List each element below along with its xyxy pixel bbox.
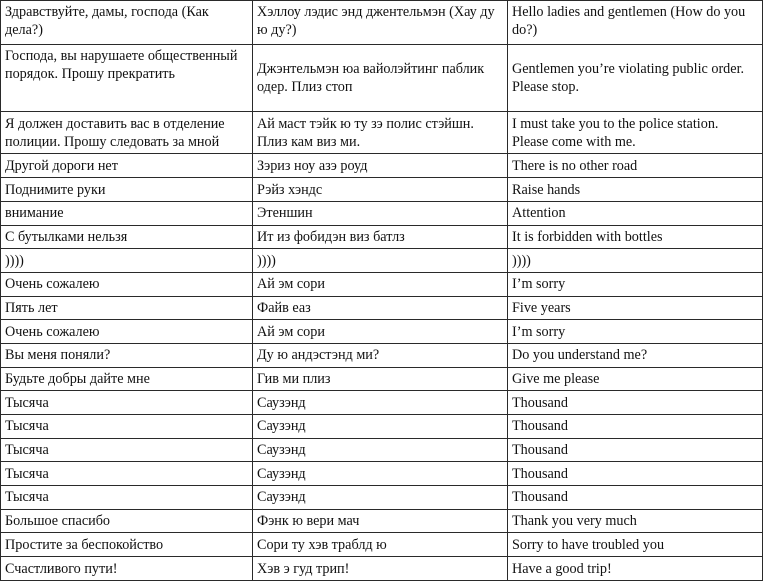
table-row — [1, 112, 763, 154]
russian-cell: Здравствуйте, дамы, господа (Как дела?) — [1, 1, 253, 45]
table-row — [1, 367, 763, 391]
russian-cell: Тысяча — [1, 438, 253, 462]
english-cell: It is forbidden with bottles — [508, 225, 763, 249]
russian-cell: Я должен доставить вас в отделение полиции. Прошу следовать за мной — [1, 112, 253, 154]
transliteration-cell: Ай эм сори — [253, 320, 508, 344]
table-row — [1, 249, 763, 273]
table-row — [1, 343, 763, 367]
transliteration-cell: Зэриз ноу азэ роуд — [253, 154, 508, 178]
table-row — [1, 557, 763, 581]
russian-cell: Тысяча — [1, 486, 253, 510]
english-cell: Hello ladies and gentlemen (How do you do?) — [508, 1, 763, 45]
english-cell: I must take you to the police station. Please come with me. — [508, 112, 763, 154]
table-row — [1, 509, 763, 533]
english-cell: Thousand — [508, 415, 763, 439]
english-cell: I’m sorry — [508, 272, 763, 296]
transliteration-cell: Рэйз хэндс — [253, 178, 508, 202]
russian-cell: Вы меня поняли? — [1, 343, 253, 367]
transliteration-cell: Файв еаз — [253, 296, 508, 320]
transliteration-cell: Хэллоу лэдис энд джентельмэн (Хау ду ю ду?) — [253, 1, 508, 45]
transliteration-cell: Гив ми плиз — [253, 367, 508, 391]
transliteration-cell: Ду ю андэстэнд ми? — [253, 343, 508, 367]
table-row — [1, 154, 763, 178]
russian-cell: Пять лет — [1, 296, 253, 320]
table-row — [1, 45, 763, 112]
table-row — [1, 533, 763, 557]
english-cell: Thousand — [508, 391, 763, 415]
english-cell: Gentlemen you’re violating public order. Please stop. — [508, 45, 763, 112]
english-cell: )))) — [508, 249, 763, 273]
transliteration-cell: Джэнтельмэн юа вайолэйтинг паблик одер. Плиз стоп — [253, 45, 508, 112]
russian-cell: Другой дороги нет — [1, 154, 253, 178]
english-cell: Thank you very much — [508, 509, 763, 533]
russian-cell: )))) — [1, 249, 253, 273]
table-row — [1, 320, 763, 344]
russian-cell: Поднимите руки — [1, 178, 253, 202]
table-row — [1, 272, 763, 296]
transliteration-cell: Хэв э гуд трип! — [253, 557, 508, 581]
transliteration-cell: Этеншин — [253, 201, 508, 225]
table-row — [1, 438, 763, 462]
table-row — [1, 1, 763, 45]
english-cell: Thousand — [508, 486, 763, 510]
table-row — [1, 391, 763, 415]
table-row — [1, 178, 763, 202]
table-row — [1, 415, 763, 439]
russian-cell: Очень сожалею — [1, 272, 253, 296]
transliteration-cell: )))) — [253, 249, 508, 273]
table-row — [1, 225, 763, 249]
russian-cell: Тысяча — [1, 415, 253, 439]
english-cell: There is no other road — [508, 154, 763, 178]
english-cell: Thousand — [508, 438, 763, 462]
transliteration-cell: Саузэнд — [253, 462, 508, 486]
transliteration-cell: Ит из фобидэн виз батлз — [253, 225, 508, 249]
transliteration-cell: Саузэнд — [253, 391, 508, 415]
russian-cell: Будьте добры дайте мне — [1, 367, 253, 391]
transliteration-cell: Ай эм сори — [253, 272, 508, 296]
transliteration-cell: Ай маст тэйк ю ту зэ полис стэйшн. Плиз кам виз ми. — [253, 112, 508, 154]
russian-cell: С бутылками нельзя — [1, 225, 253, 249]
russian-cell: Господа, вы нарушаете общественный порядок. Прошу прекратить — [1, 45, 253, 112]
transliteration-cell: Фэнк ю вери мач — [253, 509, 508, 533]
russian-cell: Счастливого пути! — [1, 557, 253, 581]
english-cell: I’m sorry — [508, 320, 763, 344]
english-cell: Thousand — [508, 462, 763, 486]
english-cell: Do you understand me? — [508, 343, 763, 367]
table-row — [1, 462, 763, 486]
russian-cell: Тысяча — [1, 391, 253, 415]
transliteration-cell: Сори ту хэв траблд ю — [253, 533, 508, 557]
russian-cell: внимание — [1, 201, 253, 225]
table-row — [1, 296, 763, 320]
transliteration-cell: Саузэнд — [253, 486, 508, 510]
russian-cell: Большое спасибо — [1, 509, 253, 533]
russian-cell: Простите за беспокойство — [1, 533, 253, 557]
english-cell: Have a good trip! — [508, 557, 763, 581]
english-cell: Sorry to have troubled you — [508, 533, 763, 557]
russian-cell: Тысяча — [1, 462, 253, 486]
table-row — [1, 201, 763, 225]
russian-cell: Очень сожалею — [1, 320, 253, 344]
english-cell: Raise hands — [508, 178, 763, 202]
english-cell: Five years — [508, 296, 763, 320]
english-cell: Attention — [508, 201, 763, 225]
transliteration-cell: Саузэнд — [253, 415, 508, 439]
transliteration-cell: Саузэнд — [253, 438, 508, 462]
table-row — [1, 486, 763, 510]
english-cell: Give me please — [508, 367, 763, 391]
